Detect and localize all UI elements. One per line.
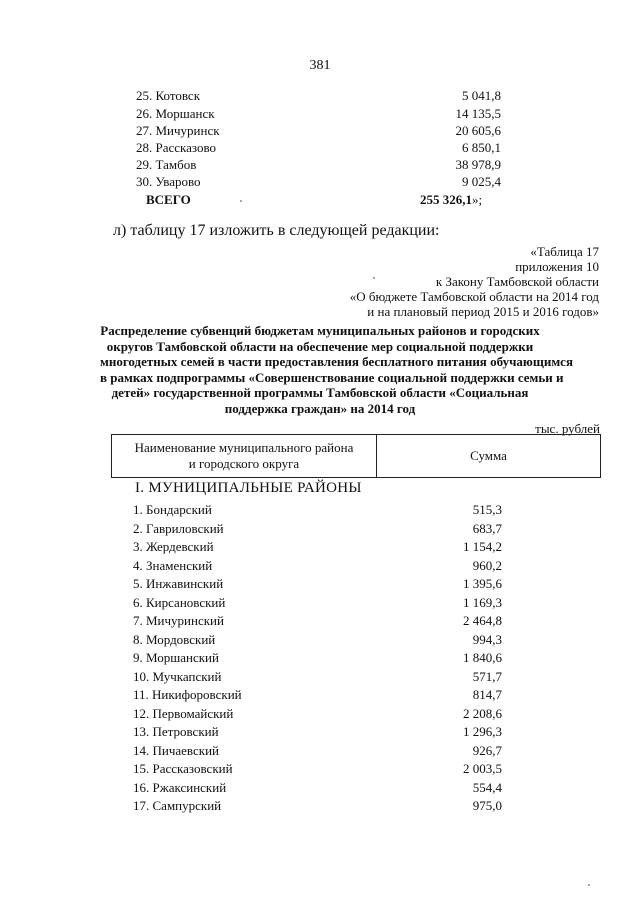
row-name: 9. Моршанский xyxy=(133,650,219,665)
row-value: 1 296,3 xyxy=(463,724,502,739)
row-name: 13. Петровский xyxy=(133,724,219,739)
table-row xyxy=(0,686,640,704)
row-value: 975,0 xyxy=(472,798,502,813)
row-name: 8. Мордовский xyxy=(133,632,216,647)
scan-speck xyxy=(240,200,242,202)
table-row xyxy=(0,139,640,157)
row-name: 27. Мичуринск xyxy=(136,123,220,138)
table-row xyxy=(0,594,640,612)
total-label: ВСЕГО xyxy=(146,192,191,207)
row-name: 4. Знаменский xyxy=(133,558,213,573)
row-value: 20 605,6 xyxy=(455,123,501,138)
table-row xyxy=(0,612,640,630)
row-value: 515,3 xyxy=(472,502,502,517)
header-sum-column xyxy=(377,435,600,477)
row-value: 683,7 xyxy=(472,521,502,536)
heading-line: детей» государственной программы Тамбовской области «Социальная xyxy=(111,385,529,401)
row-value: 1 395,6 xyxy=(463,576,502,591)
row-name: 11. Никифоровский xyxy=(133,687,242,702)
table-row xyxy=(0,105,640,123)
row-name: 29. Тамбов xyxy=(136,157,197,172)
total-row xyxy=(0,191,640,209)
table-row xyxy=(0,705,640,723)
row-name: 28. Рассказово xyxy=(136,140,217,155)
total-suffix: »; xyxy=(472,192,483,207)
reference-line: к Закону Тамбовской области xyxy=(435,274,599,289)
row-name: 30. Уварово xyxy=(136,174,201,189)
scan-speck xyxy=(588,884,590,886)
row-name: 17. Сампурский xyxy=(133,798,222,813)
reference-line: «О бюджете Тамбовской области на 2014 год xyxy=(349,289,599,304)
row-name: 2. Гавриловский xyxy=(133,521,224,536)
table-row xyxy=(0,156,640,174)
header-name-line2: и городского округа xyxy=(188,456,300,471)
row-name: 6. Кирсановский xyxy=(133,595,226,610)
row-value: 5 041,8 xyxy=(462,88,501,103)
row-value: 926,7 xyxy=(472,743,502,758)
row-value: 994,3 xyxy=(472,632,502,647)
row-name: 26. Моршанск xyxy=(136,106,215,121)
table-row xyxy=(0,122,640,140)
reference-line: и на плановый период 2015 и 2016 годов» xyxy=(367,304,599,319)
row-value: 6 850,1 xyxy=(462,140,501,155)
row-name: 14. Пичаевский xyxy=(133,743,219,758)
row-value: 1 840,6 xyxy=(463,650,502,665)
row-value: 960,2 xyxy=(472,558,502,573)
page-number: 381 xyxy=(309,58,331,73)
row-value: 14 135,5 xyxy=(455,106,501,121)
table-row xyxy=(0,87,640,105)
row-value: 38 978,9 xyxy=(455,157,501,172)
table-header xyxy=(111,434,601,478)
row-name: 3. Жердевский xyxy=(133,539,214,554)
heading-line: Распределение субвенций бюджетам муниципальных районов и городских xyxy=(100,323,540,338)
table-row xyxy=(0,575,640,593)
row-value: 2 464,8 xyxy=(463,613,502,628)
scan-speck xyxy=(373,277,375,279)
table-row xyxy=(0,520,640,538)
table-row xyxy=(0,742,640,760)
row-name: 7. Мичуринский xyxy=(133,613,224,628)
heading-line: в рамках подпрограммы «Совершенствование социальной поддержки семьи и xyxy=(100,369,564,385)
row-name: 15. Рассказовский xyxy=(133,761,233,776)
header-name-column xyxy=(112,435,377,477)
instruction-text: л) таблицу 17 изложить в следующей редакции: xyxy=(113,222,440,239)
row-value: 571,7 xyxy=(472,669,502,684)
table-heading xyxy=(100,323,573,417)
heading-line: многодетных семей в части предоставления бесплатного питания обучающимся xyxy=(100,354,573,370)
section-title: I. МУНИЦИПАЛЬНЫЕ РАЙОНЫ xyxy=(135,480,362,496)
row-name: 16. Ржаксинский xyxy=(133,780,227,795)
table-row xyxy=(0,173,640,191)
table-row xyxy=(0,501,640,519)
heading-line: поддержка граждан» на 2014 год xyxy=(224,400,416,416)
table-row xyxy=(0,668,640,686)
row-value: 1 169,3 xyxy=(463,595,502,610)
table-row xyxy=(0,649,640,667)
table-row xyxy=(0,631,640,649)
row-value: 814,7 xyxy=(472,687,502,702)
row-value: 9 025,4 xyxy=(462,174,501,189)
table-row xyxy=(0,779,640,797)
row-name: 10. Мучкапский xyxy=(133,669,222,684)
heading-line: округов Тамбовской области на обеспечение мер социальной поддержки xyxy=(106,338,534,354)
units-label: тыс. рублей xyxy=(535,421,600,436)
header-sum-label: Сумма xyxy=(470,448,507,463)
row-value: 2 208,6 xyxy=(463,706,502,721)
row-value: 2 003,5 xyxy=(463,761,502,776)
table-row xyxy=(0,557,640,575)
reference-line: приложения 10 xyxy=(515,259,599,274)
table-row xyxy=(0,538,640,556)
table-row xyxy=(0,723,640,741)
row-value: 1 154,2 xyxy=(463,539,502,554)
header-name-line1: Наименование муниципального района xyxy=(134,440,354,455)
row-name: 12. Первомайский xyxy=(133,706,234,721)
table-row xyxy=(0,760,640,778)
row-value: 554,4 xyxy=(472,780,502,795)
reference-line: «Таблица 17 xyxy=(530,244,599,259)
total-value: 255 326,1 xyxy=(420,192,472,207)
total-value-wrap xyxy=(420,191,482,209)
row-name: 25. Котовск xyxy=(136,88,201,103)
row-name: 1. Бондарский xyxy=(133,502,212,517)
row-name: 5. Инжавинский xyxy=(133,576,224,591)
table-row xyxy=(0,797,640,815)
